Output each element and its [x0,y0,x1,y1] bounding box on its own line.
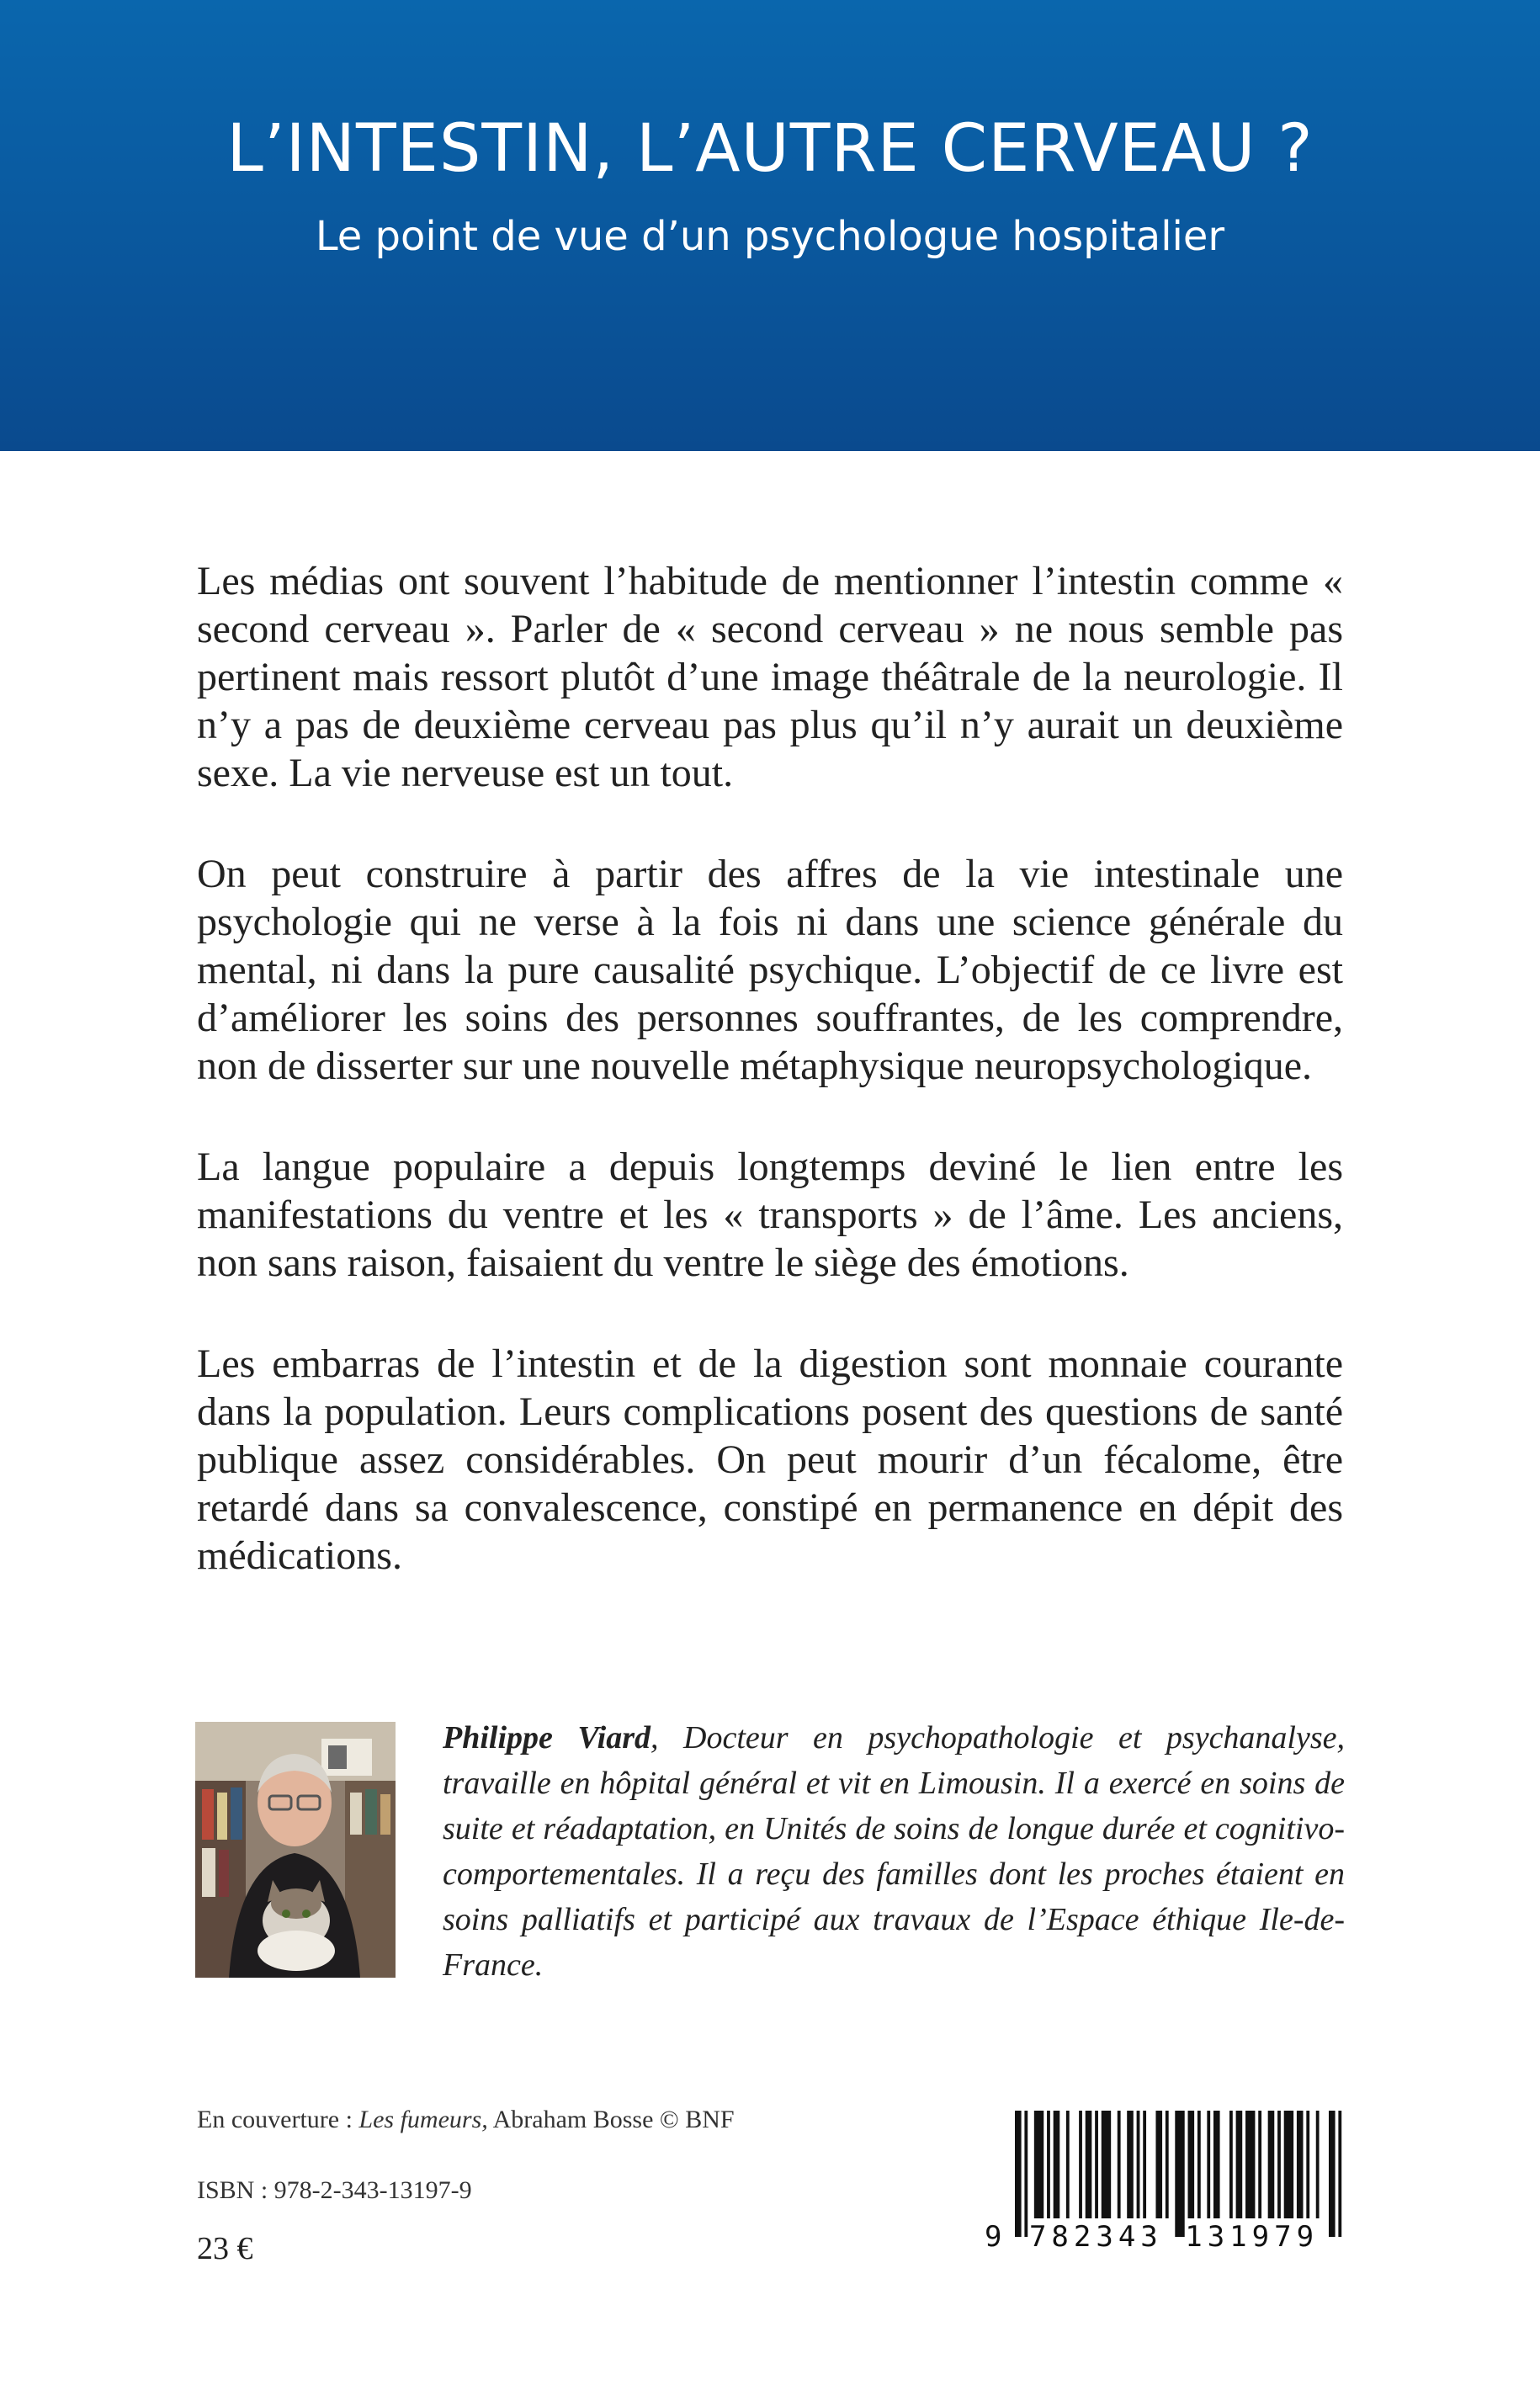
back-cover-text [197,557,1343,1633]
author-bio-text: , Docteur en psychopathologie et psychanalyse, travaille en hôpital général et vit en Limousin. Il a exercé en soins de suite et réadaptation, en Unités de soins de longue durée et cognitivo-comportementales. Il a reçu des familles dont les proches étaient en soins palliatifs et participé aux travaux de l’Espace éthique Ile-de-France. [443,1720,1346,1983]
cover-header [0,0,1540,451]
credit-work: Les fumeurs, [358,2106,488,2133]
credit-rest: Abraham Bosse © BNF [487,2106,735,2133]
book-title: L’INTESTIN, L’AUTRE CERVEAU ? [226,111,1314,187]
paragraph-4: Les embarras de l’intestin et de la digestion sont monnaie courante dans la population. Leurs complications posent des questions de santé publique assez considérables. On peut mourir d’un fécalome, être retardé dans sa convalescence, constipé en permanence en dépit des médications. [197,1341,1343,1578]
paragraph-2: On peut construire à partir des affres de la vie intestinale une psychologie qui ne verse à la fois ni dans une science générale du mental, ni dans la pure causalité psychique. L’objectif de ce livre est d’améliorer les soins des personnes souffrantes, de les comprendre, non de disserter sur une nouvelle métaphysique neuropsychologique. [197,852,1343,1088]
author-name: Philippe Viard [443,1720,651,1756]
cover-credit [197,2106,735,2134]
isbn: ISBN : 978-2-343-13197-9 [197,2176,472,2204]
book-subtitle: Le point de vue d’un psychologue hospitalier [315,213,1225,260]
price: 23 € [197,2231,253,2266]
author-bio [443,1715,1345,1988]
author-photo [195,1722,396,1978]
paragraph-3: La langue populaire a depuis longtemps deviné le lien entre les manifestations du ventre et les « transports » de l’âme. Les anciens, non sans raison, faisaient du ventre le siège des émotions. [197,1145,1343,1285]
barcode-digits: 9 782343 131979 [985,2220,1320,2254]
author-section [195,1720,1346,1983]
credit-prefix: En couverture : [197,2106,359,2133]
paragraph-1: Les médias ont souvent l’habitude de mentionner l’intestin comme « second cerveau ». Parler de « second cerveau » ne nous semble pas pertinent mais ressort plutôt d’une image théâtrale de la neurologie. Il n’y a pas de deuxième cerveau pas plus qu’il n’y aurait un deuxième sexe. La vie nerveuse est un tout. [197,559,1343,795]
